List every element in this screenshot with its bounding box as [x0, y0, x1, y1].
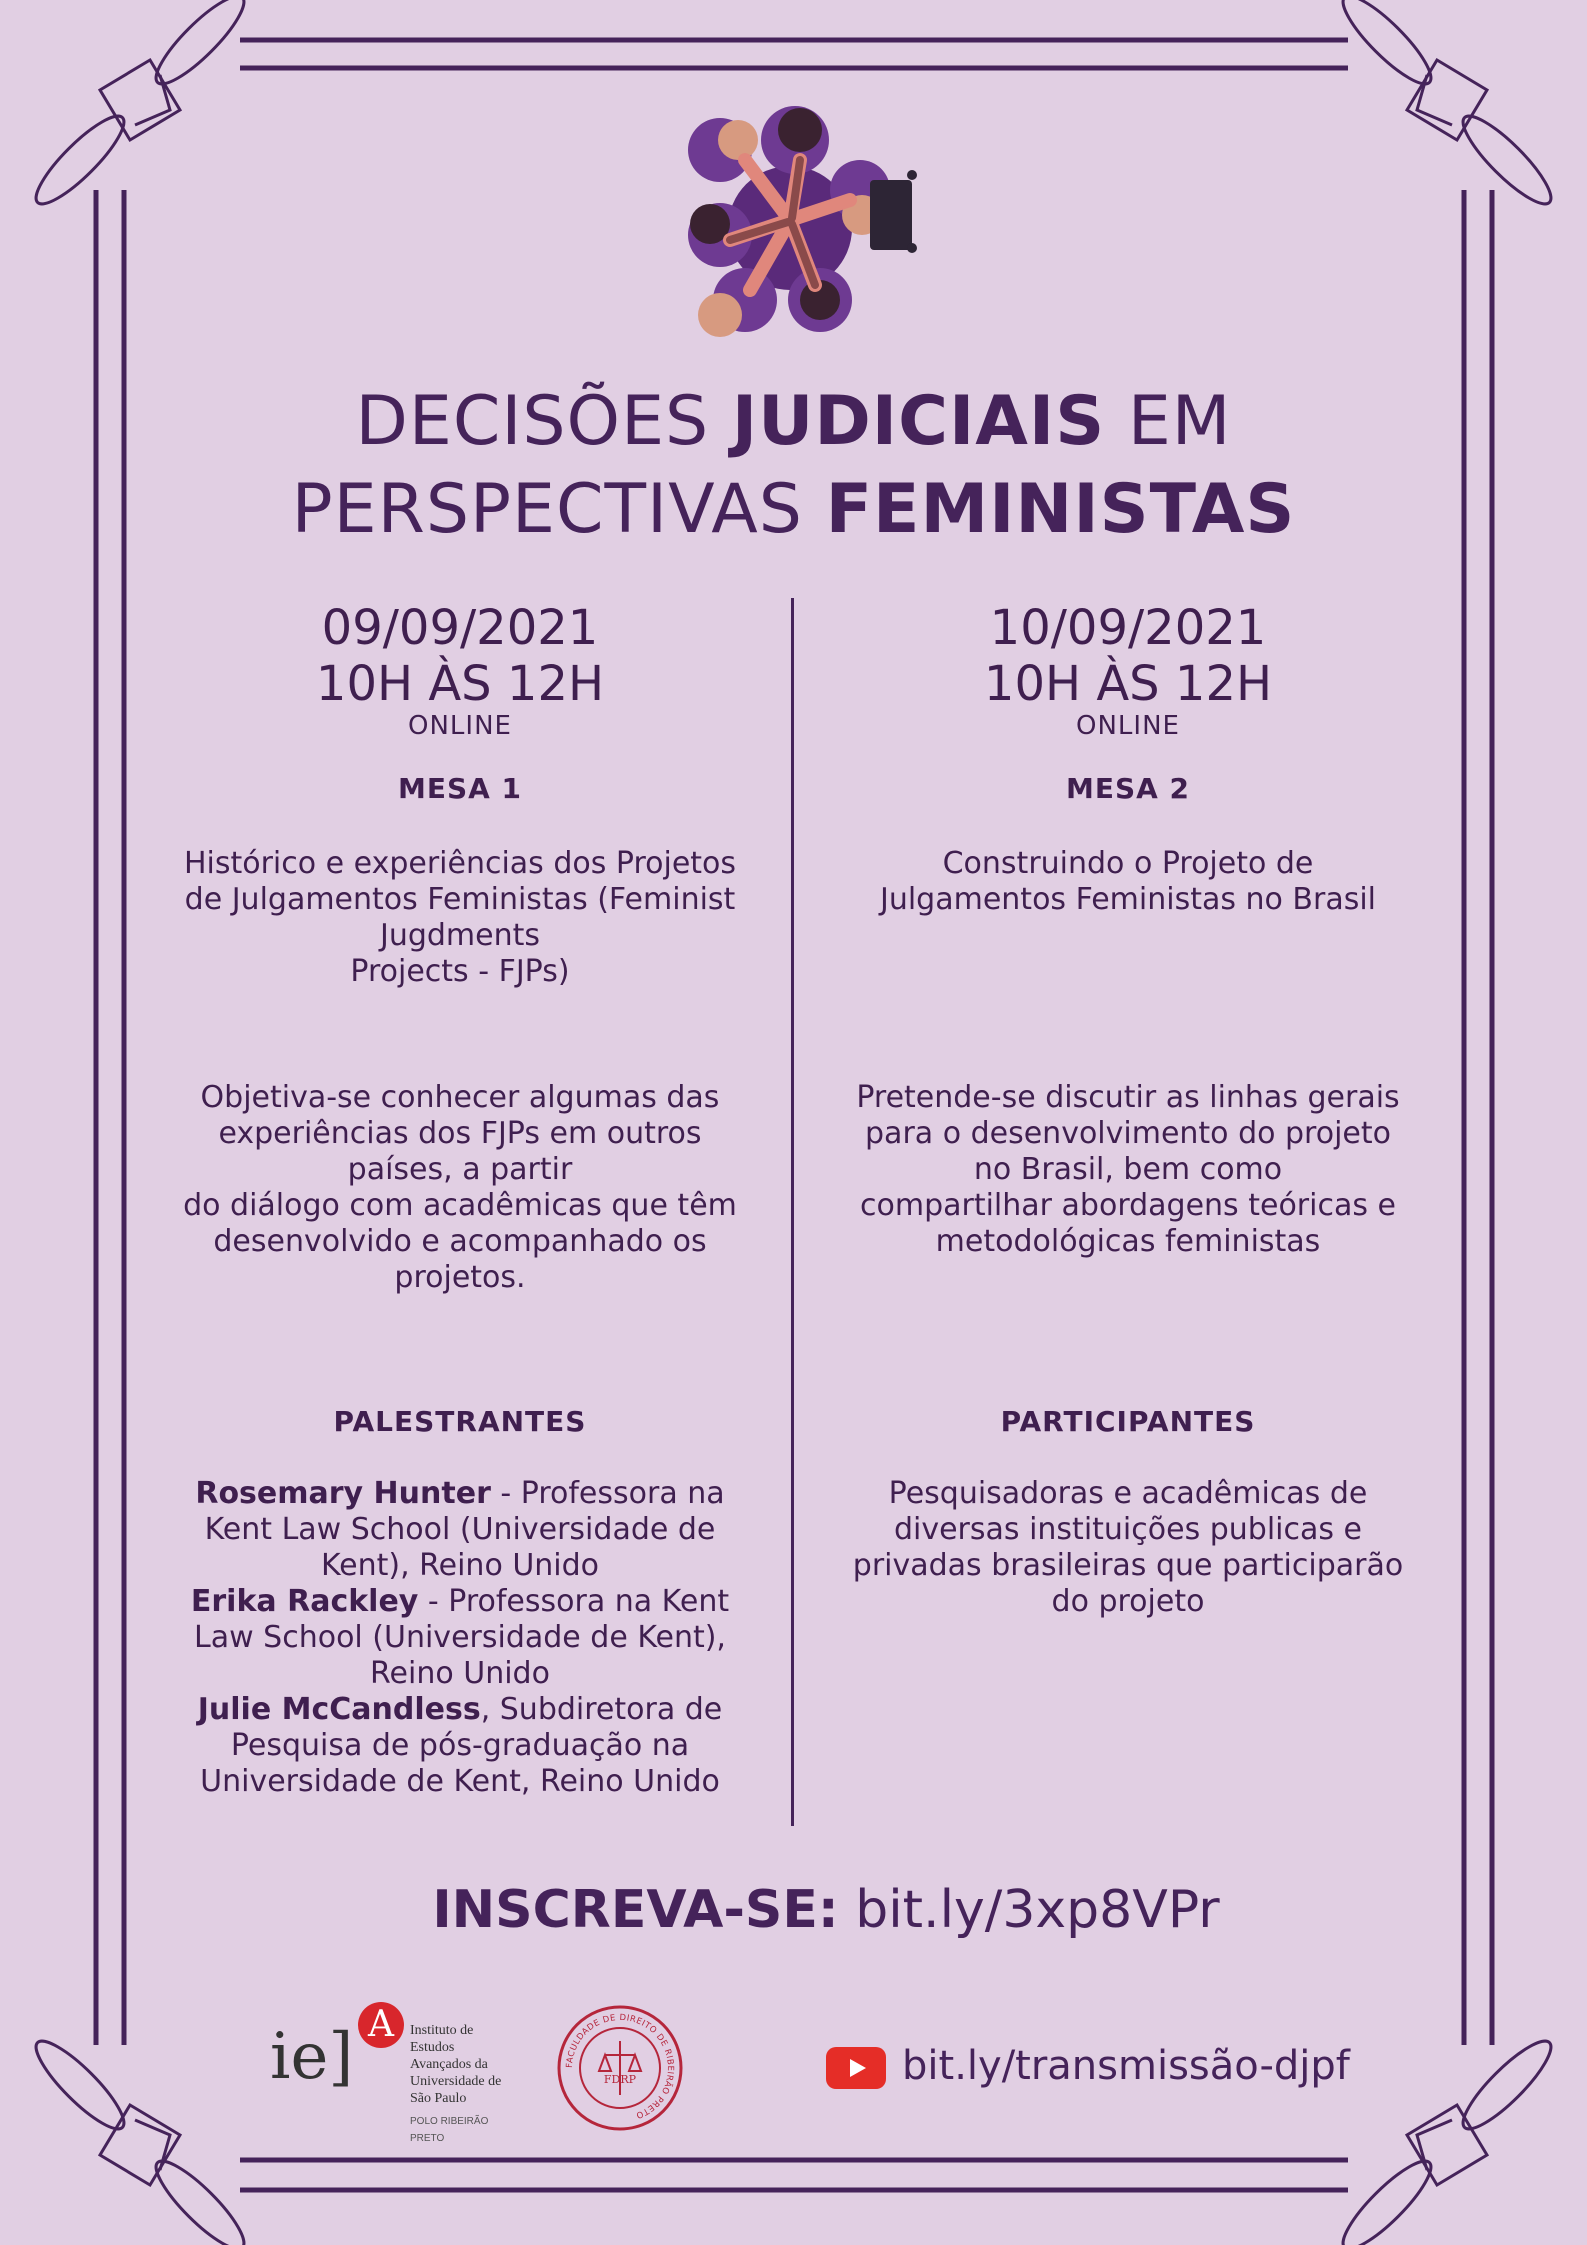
mesa2-desc-line: compartilhar abordagens teóricas e — [860, 1188, 1396, 1223]
participants-text — [808, 1476, 1448, 1620]
speaker-3-line: Universidade de Kent, Reino Unido — [200, 1764, 720, 1799]
mesa1-time: 10H ÀS 12H — [315, 656, 605, 712]
event-title — [0, 378, 1587, 554]
registration-link[interactable]: bit.ly/3xp8VPr — [855, 1880, 1220, 1940]
mesa1-topic-line: de Julgamentos Feministas (Feminist — [184, 882, 736, 917]
mesa2-label: MESA 2 — [1065, 772, 1191, 805]
mesa2-topic — [808, 846, 1448, 918]
seal-text: FACULDADE DE DIREITO DE RIBEIRÃO PRETO — [564, 2012, 676, 2121]
participants-line: do projeto — [1051, 1584, 1205, 1619]
stream-link[interactable]: bit.ly/transmissão-djpf — [902, 2043, 1350, 2089]
speakers-heading: PALESTRANTES — [333, 1405, 587, 1438]
iea-logo-line: Estudos — [410, 2040, 455, 2055]
mesa1-label: MESA 1 — [397, 772, 523, 805]
speaker-3: Julie McCandless, Subdiretora de — [197, 1692, 723, 1727]
hands-circle-illustration-icon — [650, 100, 930, 340]
mesa1-topic-line: Histórico e experiências dos Projetos — [183, 846, 737, 881]
mesa1-desc-line: projetos. — [394, 1260, 526, 1295]
seal-monogram: FDRP — [603, 2073, 637, 2086]
speaker-2: Erika Rackley - Professora na Kent — [190, 1584, 730, 1619]
iea-logo-polo: POLO RIBEIRÃO PRETO — [410, 2116, 489, 2144]
speaker-2-line: Law School (Universidade de Kent), — [194, 1620, 726, 1655]
iea-logo-line: Universidade de — [410, 2074, 502, 2089]
participants-line: Pesquisadoras e acadêmicas de — [888, 1476, 1368, 1511]
participants-line: privadas brasileiras que participarão — [852, 1548, 1404, 1583]
mesa2-topic-line: Julgamentos Feministas no Brasil — [879, 882, 1377, 917]
mesa1-description — [140, 1080, 780, 1296]
mesa2-date: 10/09/2021 — [989, 600, 1267, 656]
mesa2-datetime — [808, 600, 1448, 712]
corner-ornament-tl — [26, 0, 253, 214]
mesa1-desc-line: Objetiva-se conhecer algumas das — [200, 1080, 720, 1115]
mesa1-desc-line: do diálogo com acadêmicas que têm — [183, 1188, 737, 1223]
registration-cta — [0, 1880, 1587, 1940]
mesa2-time: 10H ÀS 12H — [983, 656, 1273, 712]
corner-ornament-bl — [26, 2031, 253, 2245]
title-line-1: DECISÕES JUDICIAIS EM — [355, 382, 1232, 461]
speaker-2-line: Reino Unido — [370, 1656, 550, 1691]
mesa1-datetime — [140, 600, 780, 712]
mesa2-description — [808, 1080, 1448, 1260]
speaker-3-line: Pesquisa de pós-graduação na — [230, 1728, 690, 1763]
mesa2-desc-line: Pretende-se discutir as linhas gerais — [856, 1080, 1400, 1115]
corner-ornament-tr — [1333, 0, 1560, 214]
participants-line: diversas instituições publicas e — [893, 1512, 1363, 1547]
speaker-1-line: Kent), Reino Unido — [320, 1548, 600, 1583]
mesa2-desc-line: metodológicas feministas — [935, 1224, 1321, 1259]
mesa2-desc-line: no Brasil, bem como — [973, 1152, 1283, 1187]
mesa1-topic — [140, 846, 780, 990]
mesa1-desc-line: experiências dos FJPs em outros — [218, 1116, 702, 1151]
iea-logo-text — [410, 2022, 520, 2147]
mesa1-mode: ONLINE — [408, 711, 512, 741]
iea-logo-line: São Paulo — [410, 2091, 467, 2106]
iea-logo-mark: ie] — [270, 2020, 354, 2094]
speaker-1: Rosemary Hunter - Professora na — [195, 1476, 725, 1511]
mesa1-date: 09/09/2021 — [321, 600, 599, 656]
speaker-1-line: Kent Law School (Universidade de — [204, 1512, 716, 1547]
mesa2-topic-line: Construindo o Projeto de — [942, 846, 1314, 881]
iea-logo-line: Instituto de — [410, 2023, 474, 2038]
youtube-play-icon[interactable] — [826, 2047, 886, 2089]
fdrp-seal-logo — [555, 2003, 685, 2133]
speakers-list — [140, 1476, 780, 1800]
mesa1-topic-line: Jugdments — [379, 918, 541, 953]
registration-label: INSCREVA-SE: — [432, 1880, 839, 1940]
iea-logo — [270, 2002, 520, 2144]
mesa1-desc-line: países, a partir — [347, 1152, 573, 1187]
corner-ornament-br — [1333, 2031, 1560, 2245]
column-divider — [791, 598, 794, 1826]
mesa2-desc-line: para o desenvolvimento do projeto — [865, 1116, 1391, 1151]
mesa1-topic-line: Projects - FJPs) — [350, 954, 570, 989]
participants-heading: PARTICIPANTES — [1000, 1405, 1256, 1438]
mesa2-mode: ONLINE — [1076, 711, 1180, 741]
iea-logo-line: Avançados da — [410, 2057, 488, 2072]
title-line-2: PERSPECTIVAS FEMINISTAS — [291, 470, 1296, 549]
mesa1-desc-line: desenvolvido e acompanhado os — [213, 1224, 707, 1259]
iea-logo-a: A — [358, 2002, 404, 2048]
